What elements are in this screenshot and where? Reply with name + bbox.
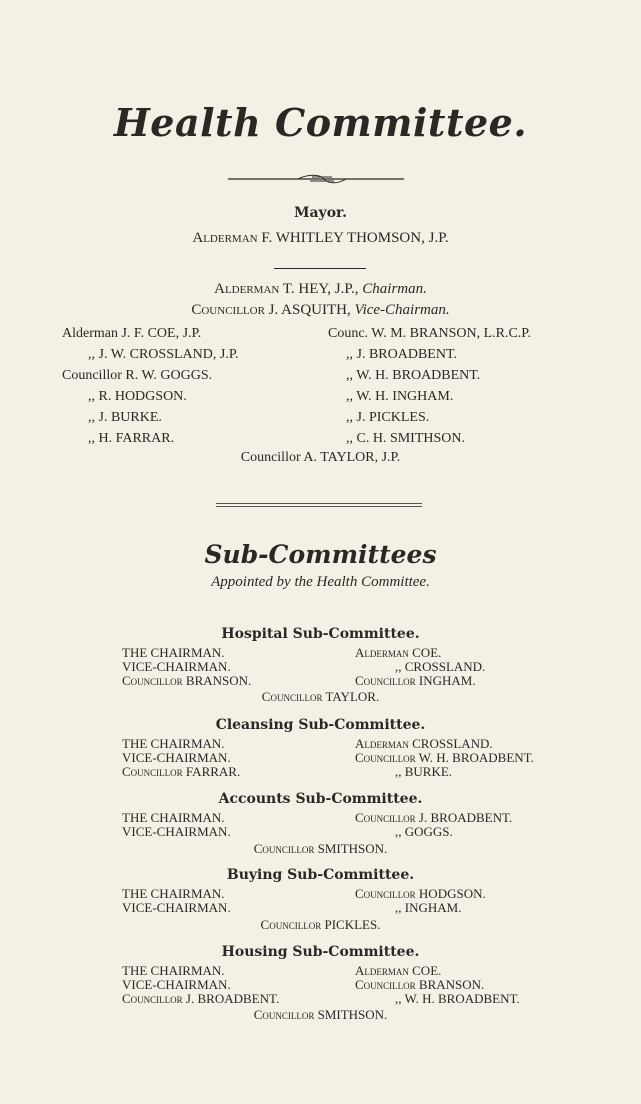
cleansing-left-column xyxy=(122,737,240,779)
member-entry: Alderman J. F. COE, J.P. xyxy=(62,326,202,341)
accounts-left-column xyxy=(122,811,231,839)
member-entry: Councillor HODGSON. xyxy=(355,886,486,901)
member-entry: THE CHAIRMAN. xyxy=(122,645,225,660)
housing-right-column xyxy=(355,964,520,1006)
member-entry: ,, W. H. BROADBENT. xyxy=(346,368,481,383)
member-entry: ,, INGHAM. xyxy=(395,900,462,915)
member-entry: Councillor R. W. GOGGS. xyxy=(62,368,213,383)
vice-chairman-role: Vice-Chairman. xyxy=(354,302,450,318)
mayor-line: Alderman F. WHITLEY THOMSON, J.P. xyxy=(192,230,449,246)
ornament-divider xyxy=(228,172,404,186)
vice-chairman-line xyxy=(0,302,641,319)
short-divider xyxy=(274,268,366,269)
member-entry: ,, J. BROADBENT. xyxy=(346,347,457,362)
members-right-column xyxy=(328,323,531,449)
chairman-name: Alderman T. HEY, J.P., xyxy=(214,281,359,297)
member-entry: Councillor FARRAR. xyxy=(122,764,241,779)
member-entry: ,, J. BURKE. xyxy=(88,410,162,425)
member-entry: ,, R. HODGSON. xyxy=(88,389,187,404)
page-title: Health Committee. xyxy=(113,100,528,145)
member-entry: Councillor BRANSON. xyxy=(355,977,485,992)
member-entry: ,, GOGGS. xyxy=(395,824,453,839)
member-entry: Councillor J. BROADBENT. xyxy=(355,810,513,825)
chairman-line xyxy=(0,281,641,298)
member-entry: Councillor J. BROADBENT. xyxy=(122,991,280,1006)
member-entry: ,, C. H. SMITHSON. xyxy=(346,431,466,446)
hospital-left-column xyxy=(122,646,251,688)
buying-last-entry: Councillor PICKLES. xyxy=(260,917,381,932)
member-entry: Councillor BRANSON. xyxy=(122,673,252,688)
member-entry: ,, J. W. CROSSLAND, J.P. xyxy=(88,347,239,362)
member-entry: VICE-CHAIRMAN. xyxy=(122,659,231,674)
member-entry: Alderman COE. xyxy=(355,963,442,978)
member-entry: Alderman COE. xyxy=(355,645,442,660)
member-last-entry: Councillor A. TAYLOR, J.P. xyxy=(240,450,401,465)
member-entry: VICE-CHAIRMAN. xyxy=(122,977,231,992)
member-entry: ,, W. H. INGHAM. xyxy=(346,389,454,404)
member-entry: ,, H. FARRAR. xyxy=(88,431,175,446)
mayor-heading: Mayor. xyxy=(293,205,347,221)
member-entry: THE CHAIRMAN. xyxy=(122,886,225,901)
accounts-last-entry: Councillor SMITHSON. xyxy=(253,841,388,856)
member-entry: Councillor W. H. BROADBENT. xyxy=(355,750,534,765)
member-entry: ,, CROSSLAND. xyxy=(395,659,486,674)
cleansing-subcommittee-title: Cleansing Sub-Committee. xyxy=(215,717,426,733)
housing-left-column xyxy=(122,964,279,1006)
member-entry: ,, J. PICKLES. xyxy=(346,410,430,425)
subcommittees-heading: Sub-Committees xyxy=(204,540,437,569)
housing-last-entry: Councillor SMITHSON. xyxy=(253,1007,388,1022)
member-entry: VICE-CHAIRMAN. xyxy=(122,750,231,765)
buying-left-column xyxy=(122,887,231,915)
member-entry: ,, W. H. BROADBENT. xyxy=(395,991,520,1006)
chairman-role: Chairman. xyxy=(362,281,427,297)
double-divider xyxy=(216,503,422,507)
hospital-right-column xyxy=(355,646,485,688)
member-entry: ,, BURKE. xyxy=(395,764,453,779)
vice-chairman-name: Councillor J. ASQUITH, xyxy=(191,302,351,318)
members-left-column xyxy=(62,323,239,449)
member-entry: Councillor INGHAM. xyxy=(355,673,476,688)
buying-subcommittee-title: Buying Sub-Committee. xyxy=(226,867,415,883)
subcommittees-subheading: Appointed by the Health Committee. xyxy=(211,574,430,590)
member-entry: THE CHAIRMAN. xyxy=(122,736,225,751)
hospital-last-entry: Councillor TAYLOR. xyxy=(261,689,380,704)
hospital-subcommittee-title: Hospital Sub-Committee. xyxy=(221,626,420,642)
accounts-right-column xyxy=(355,811,512,839)
buying-right-column xyxy=(355,887,486,915)
member-entry: VICE-CHAIRMAN. xyxy=(122,824,231,839)
member-entry: VICE-CHAIRMAN. xyxy=(122,900,231,915)
cleansing-right-column xyxy=(355,737,534,779)
member-entry: Alderman CROSSLAND. xyxy=(355,736,493,751)
member-entry: THE CHAIRMAN. xyxy=(122,963,225,978)
housing-subcommittee-title: Housing Sub-Committee. xyxy=(221,944,420,960)
accounts-subcommittee-title: Accounts Sub-Committee. xyxy=(218,791,423,807)
member-entry: THE CHAIRMAN. xyxy=(122,810,225,825)
member-entry: Counc. W. M. BRANSON, L.R.C.P. xyxy=(328,326,532,341)
